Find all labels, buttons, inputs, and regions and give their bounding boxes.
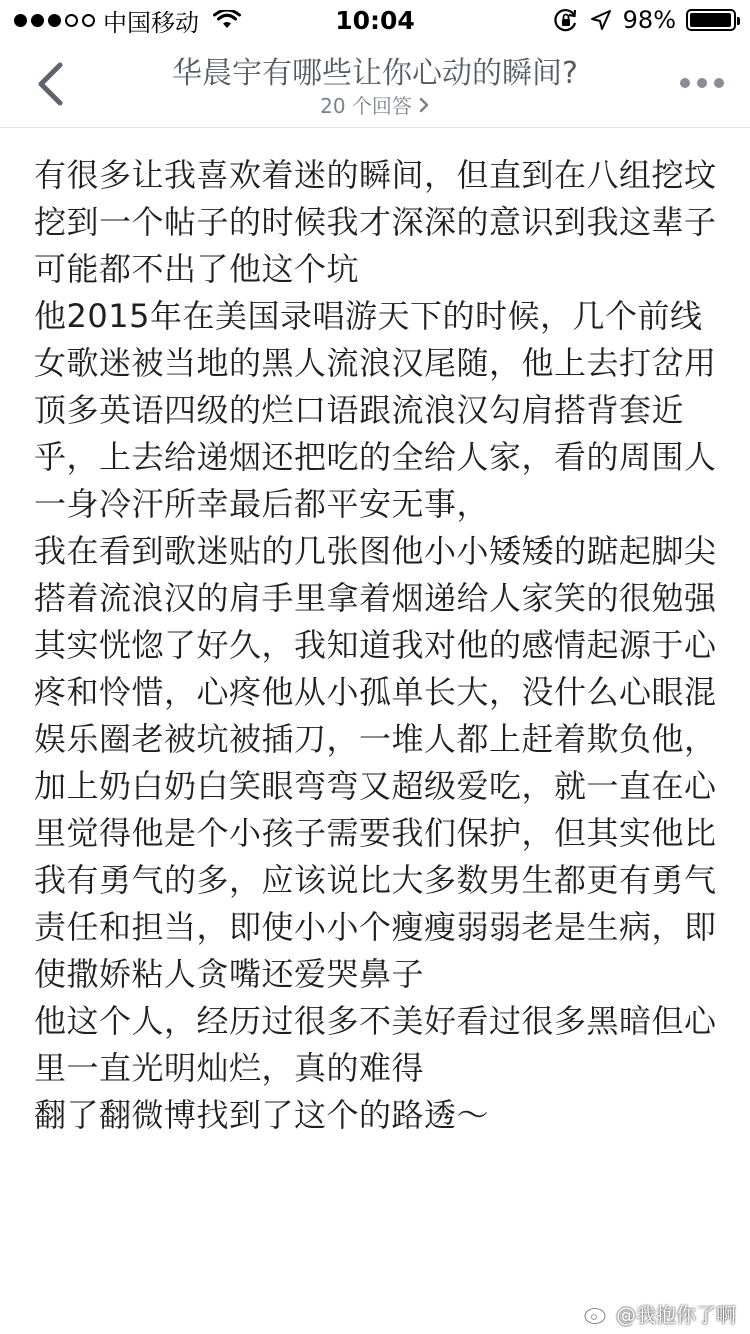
weibo-icon	[584, 1303, 610, 1325]
signal-dot	[82, 14, 95, 27]
answer-paragraph: 有很多让我喜欢着迷的瞬间，但直到在八组挖坟挖到一个帖子的时候我才深深的意识到我这辈子可能都不出了他这个坑	[34, 156, 717, 288]
answer-paragraph: 翻了翻微博找到了这个的路透～	[34, 1096, 490, 1134]
status-time: 10:04	[335, 5, 415, 35]
orientation-lock-icon	[553, 7, 579, 33]
answer-content	[34, 152, 724, 1139]
carrier-name: 中国移动	[103, 8, 199, 37]
answer-paragraph: 他2015年在美国录唱游天下的时候，几个前线女歌迷被当地的黑人流浪汉尾随，他上去打岔用顶多英语四级的烂口语跟流浪汉勾肩搭背套近乎，上去给递烟还把吃的全给人家，看的周围人一身冷汗所幸最后都平安无事，	[34, 297, 717, 523]
signal-dot	[14, 14, 27, 27]
signal-strength-icon	[14, 14, 95, 27]
signal-dot	[65, 14, 78, 27]
question-title[interactable]: 华晨宇有哪些让你心动的瞬间?	[172, 56, 578, 91]
location-arrow-icon	[589, 8, 613, 32]
more-icon	[697, 78, 707, 88]
answer-paragraph: 他这个人，经历过很多不美好看过很多黑暗但心里一直光明灿烂，真的难得	[34, 1002, 717, 1087]
status-left	[14, 3, 241, 38]
weibo-watermark	[584, 1299, 736, 1328]
status-right	[553, 6, 736, 34]
battery-percent: 98%	[622, 6, 676, 34]
status-bar	[0, 0, 750, 40]
signal-dot	[48, 14, 61, 27]
watermark-text: @我抱你了啊	[616, 1303, 736, 1327]
answer-paragraph: 我在看到歌迷贴的几张图他小小矮矮的踮起脚尖搭着流浪汉的肩手里拿着烟递给人家笑的很勉强其实恍惚了好久，我知道我对他的感情起源于心疼和怜惜，心疼他从小孤单长大，没什么心眼混娱乐圈老被坑被插刀，一堆人都上赶着欺负他，加上奶白奶白笑眼弯弯又超级爱吃，就一直在心里觉得他是个小孩子需要我们保护，但其实他比我有勇气的多，应该说比大多数男生都更有勇气责任和担当，即使小小个瘦瘦弱弱老是生病，即使撒娇粘人贪嘴还爱哭鼻子	[34, 532, 717, 993]
signal-dot	[31, 14, 44, 27]
answers-count-link[interactable]	[110, 90, 640, 119]
more-button[interactable]	[680, 68, 724, 98]
wifi-icon	[213, 10, 241, 30]
nav-bar	[0, 40, 750, 128]
more-icon	[714, 78, 724, 88]
battery-fill	[690, 13, 731, 27]
chevron-left-icon	[35, 61, 65, 107]
more-icon	[680, 78, 690, 88]
answers-count-label: 20 个回答	[320, 94, 412, 118]
chevron-right-icon	[418, 96, 430, 114]
back-button[interactable]	[26, 56, 74, 112]
battery-icon	[686, 9, 736, 31]
